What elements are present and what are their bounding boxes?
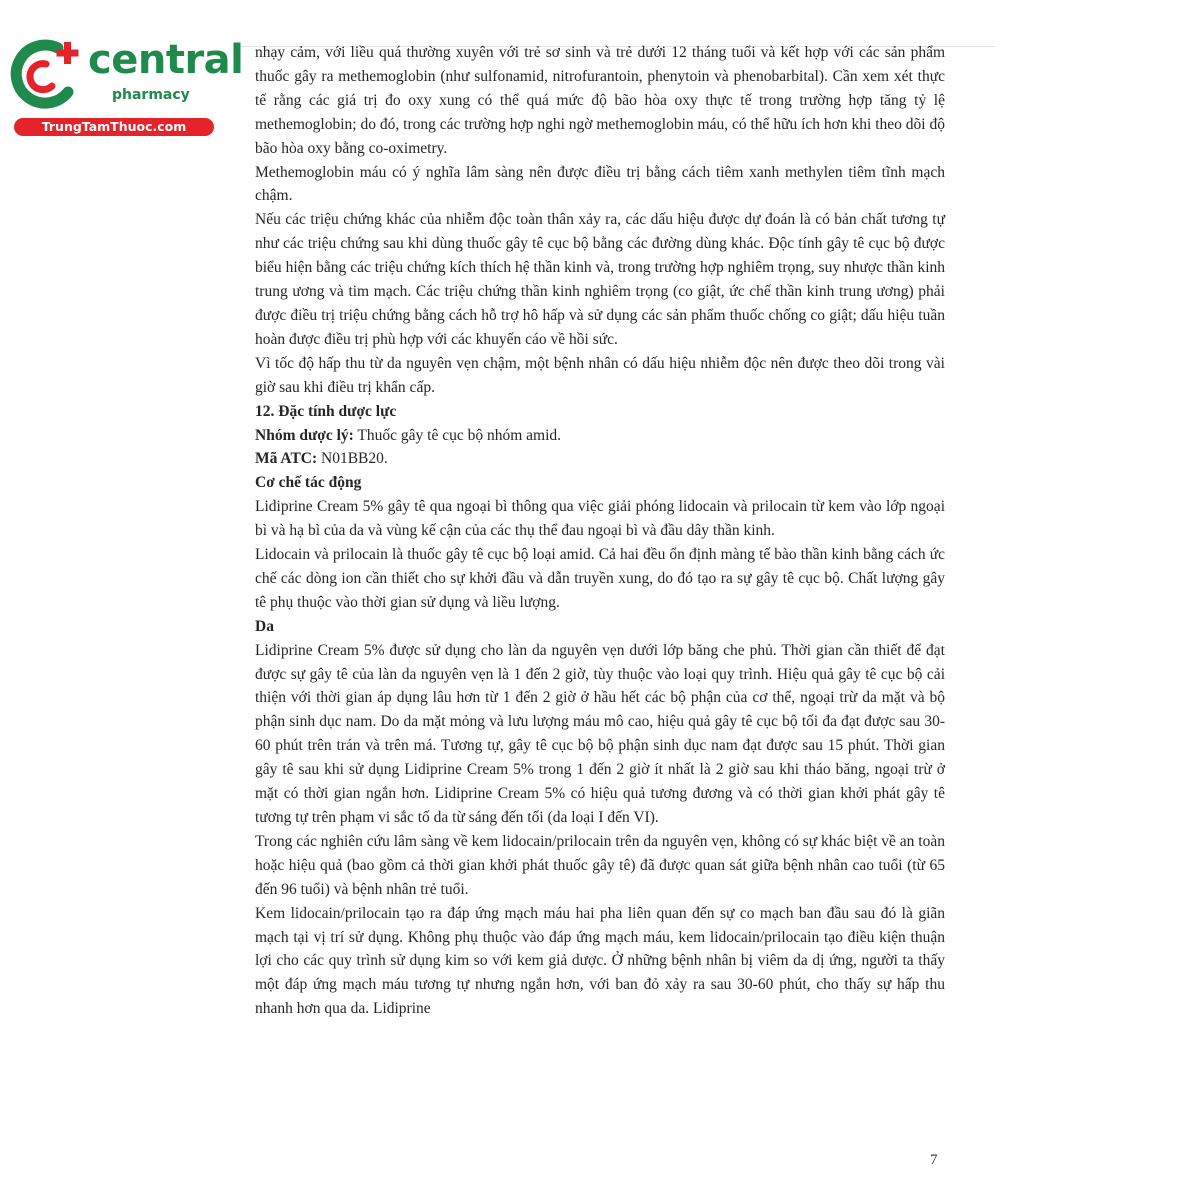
paragraph-methylene-blue: Methemoglobin máu có ý nghĩa lâm sàng nên được điều trị bằng cách tiêm xanh methylen tiêm tĩnh mạch chậm. <box>255 163 945 205</box>
pharmacologic-group <box>255 424 945 448</box>
atc-code-value: N01BB20. <box>317 450 388 468</box>
paragraph-methemoglobin-risk: nhạy cảm, với liều quá thường xuyên với trẻ sơ sinh và trẻ dưới 12 tháng tuổi và kết hợp với các sản phẩm thuốc gây ra methemoglobin (như sulfonamid, nitrofurantoin, phenytoin và phenobarbital). Cần xem xét thực tế rằng các giá trị đo oxy xung có thể quá mức độ bão hòa oxy thực tế trong trường hợp tăng tỷ lệ methemoglobin; do đó, trong các trường hợp nghi ngờ methemoglobin máu, có thể hữu ích hơn khi theo dõi độ bão hòa oxy bằng co-oximetry. <box>255 44 945 157</box>
atc-code <box>255 447 945 471</box>
site-url-badge: TrungTamThuoc.com <box>14 118 214 136</box>
central-pharmacy-logo[interactable] <box>8 36 244 136</box>
subheading-skin: Da <box>255 617 274 635</box>
paragraph-skin-1: Lidiprine Cream 5% được sử dụng cho làn da nguyên vẹn dưới lớp băng che phủ. Thời gian cần thiết để đạt được sự gây tê của làn da nguyên vẹn là 1 đến 2 giờ, tùy thuộc vào loại quy trình. Hiệu quả gây tê cục bộ cải thiện với thời gian áp dụng lâu hơn từ 1 đến 2 giờ ở hầu hết các bộ phận của cơ thể, ngoại trừ da mặt và bộ phận sinh dục nam. Do da mặt mỏng và lưu lượng máu mô cao, hiệu quả gây tê cục bộ tối đa đạt được sau 30-60 phút trên trán và trên má. Tương tự, gây tê cục bộ bộ phận sinh dục nam đạt được sau 15 phút. Thời gian gây tê sau khi sử dụng Lidiprine Cream 5% trong 1 đến 2 giờ ít nhất là 2 giờ sau khi tháo băng, ngoại trừ ở mặt có thời gian ngắn hơn. Lidiprine Cream 5% có hiệu quả tương đương và có thời gian khởi phát gây tê tương tự trên phạm vi sắc tố da từ sáng đến tối (da loại I đến VI). <box>255 641 945 826</box>
page-number: 7 <box>930 1152 938 1168</box>
pharmacologic-group-label: Nhóm dược lý: <box>255 426 354 444</box>
atc-code-label: Mã ATC: <box>255 450 318 468</box>
paragraph-skin-2: Trong các nghiên cứu lâm sàng về kem lidocain/prilocain trên da nguyên vẹn, không có sự khác biệt về an toàn hoặc hiệu quả (bao gồm cả thời gian khởi phát thuốc gây tê) đã được quan sát giữa bệnh nhân cao tuổi (từ 65 đến 96 tuổi) và bệnh nhân trẻ tuổi. <box>255 832 945 898</box>
paragraph-skin-3: Kem lidocain/prilocain tạo ra đáp ứng mạch máu hai pha liên quan đến sự co mạch ban đầu sau đó là giãn mạch tại vị trí sử dụng. Không phụ thuộc vào đáp ứng mạch máu, kem lidocain/prilocain tạo điều kiện thuận lợi cho các quy trình sử dụng kim so với kem giả dược. Ở những bệnh nhân bị viêm da dị ứng, người ta thấy một đáp ứng mạch máu tương tự nhưng ngắn hơn, với ban đỏ xảy ra sau 30-60 phút, cho thấy sự hấp thu nhanh hơn qua da. Lidiprine <box>255 904 945 1018</box>
brand-subtitle: pharmacy <box>112 87 190 103</box>
pharmacologic-group-value: Thuốc gây tê cục bộ nhóm amid. <box>353 426 562 444</box>
section-heading-pharmacodynamics: 12. Đặc tính dược lực <box>255 402 397 420</box>
brand-name: central <box>88 37 244 83</box>
paragraph-mechanism-1: Lidiprine Cream 5% gây tê qua ngoại bì thông qua việc giải phóng lidocain và prilocain từ kem vào lớp ngoại bì và hạ bì của da và vùng kế cận của các thụ thể đau ngoại bì và đầu dây thần kinh. <box>255 498 945 540</box>
subheading-mechanism: Cơ chế tác động <box>255 474 362 492</box>
paragraph-monitoring: Vì tốc độ hấp thu từ da nguyên vẹn chậm, một bệnh nhân có dấu hiệu nhiễm độc nên được theo dõi trong vài giờ sau khi điều trị khẩn cấp. <box>255 354 945 396</box>
paragraph-systemic-toxicity: Nếu các triệu chứng khác của nhiễm độc toàn thân xảy ra, các dấu hiệu được dự đoán là có bản chất tương tự như các triệu chứng sau khi dùng thuốc gây tê cục bộ bằng các đường dùng khác. Độc tính gây tê cục bộ được biểu hiện bằng các triệu chứng kích thích hệ thần kinh và, trong trường hợp nghiêm trọng, suy nhược thần kinh trung ương và tim mạch. Các triệu chứng thần kinh nghiêm trọng (co giật, ức chế thần kinh trung ương) phải được điều trị triệu chứng bằng cách hỗ trợ hô hấp và sử dụng các sản phẩm thuốc chống co giật; dấu hiệu tuần hoàn được điều trị phù hợp với các khuyến cáo về hồi sức. <box>255 211 945 348</box>
paragraph-mechanism-2: Lidocain và prilocain là thuốc gây tê cục bộ loại amid. Cả hai đều ổn định màng tế bào thần kinh bằng cách ức chế các dòng ion cần thiết cho sự khởi đầu và dẫn truyền xung, do đó tạo ra sự gây tê cục bộ. Chất lượng gây tê phụ thuộc vào thời gian sử dụng và liều lượng. <box>255 546 945 611</box>
logo-mark-icon <box>8 36 88 116</box>
document-body <box>255 41 945 1021</box>
